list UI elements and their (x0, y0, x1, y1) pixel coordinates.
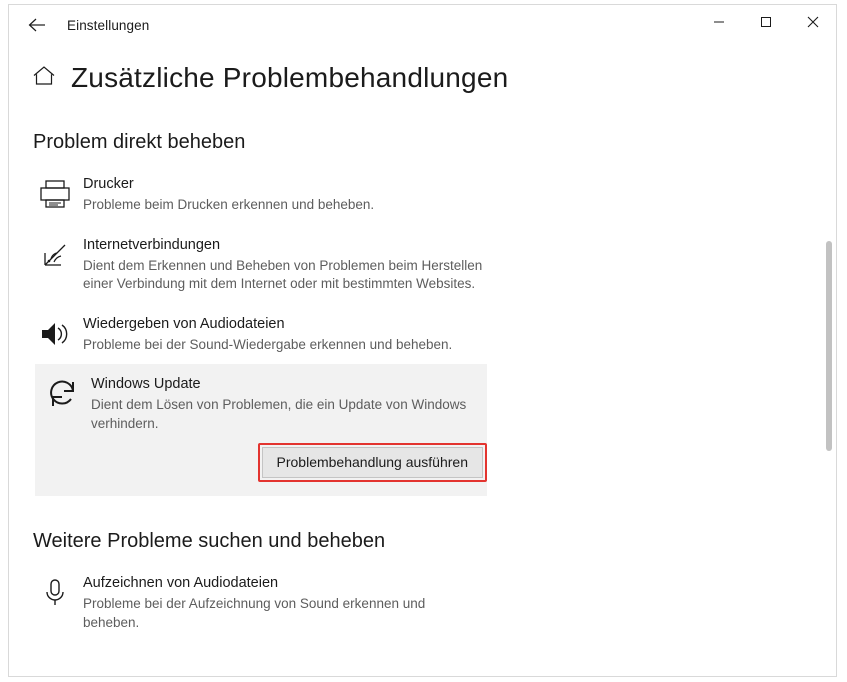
troubleshooter-name: Internetverbindungen (83, 236, 221, 253)
microphone-icon (35, 573, 75, 613)
troubleshooter-text (83, 174, 374, 215)
troubleshooter-desc: Probleme beim Drucken erkennen und beheben. (83, 197, 375, 212)
scrollbar-thumb[interactable] (826, 241, 832, 451)
troubleshooter-text (91, 374, 473, 433)
home-icon (31, 64, 57, 93)
minimize-icon (713, 16, 725, 28)
section-title-fix-now: Problem direkt beheben (33, 131, 246, 153)
page-header (9, 45, 836, 103)
back-arrow-icon (27, 17, 47, 33)
troubleshooter-item-audio-playback[interactable] (27, 304, 500, 365)
troubleshooter-name: Drucker (83, 176, 134, 192)
troubleshooter-desc: Probleme bei der Aufzeichnung von Sound erkennen und beheben. (83, 596, 426, 630)
troubleshooter-item-printer[interactable] (27, 164, 500, 225)
troubleshooter-desc: Dient dem Lösen von Problemen, die ein Update von Windows verhindern. (91, 397, 467, 431)
troubleshooter-desc: Probleme bei der Sound-Wiedergabe erkennen und beheben. (83, 336, 453, 352)
wifi-icon (35, 235, 75, 275)
vertical-scrollbar[interactable] (826, 231, 832, 677)
home-button[interactable] (27, 61, 61, 95)
minimize-button[interactable] (695, 5, 742, 39)
settings-window (8, 4, 837, 677)
section-title-find-other: Weitere Probleme suchen und beheben (33, 530, 386, 552)
troubleshooter-row[interactable] (35, 364, 483, 443)
troubleshooter-text (83, 573, 483, 632)
troubleshooter-name: Wiedergeben von Audiodateien (83, 315, 285, 332)
update-refresh-icon (43, 374, 83, 414)
troubleshooter-name: Aufzeichnen von Audiodateien (83, 575, 279, 591)
highlight-box (258, 443, 487, 482)
troubleshooter-text (83, 235, 483, 294)
troubleshooter-item-windows-update[interactable] (35, 364, 487, 496)
troubleshooter-item-internet[interactable] (27, 225, 500, 304)
speaker-icon (35, 314, 75, 354)
maximize-icon (760, 16, 772, 28)
page-title: Zusätzliche Problembehandlungen (71, 62, 509, 93)
troubleshooter-text (83, 314, 452, 355)
run-troubleshooter-button[interactable]: Problembehandlung ausführen (262, 447, 483, 478)
maximize-button[interactable] (742, 5, 789, 39)
back-button[interactable] (15, 7, 59, 43)
content-area (9, 131, 836, 677)
troubleshooter-item-audio-recording[interactable] (27, 563, 500, 642)
close-icon (807, 16, 819, 28)
troubleshooter-name: Windows Update (91, 376, 201, 392)
close-button[interactable] (789, 5, 836, 39)
title-bar (9, 5, 836, 45)
caption-buttons (695, 5, 836, 39)
action-row (35, 443, 487, 482)
printer-icon (35, 174, 75, 214)
troubleshooter-desc: Dient dem Erkennen und Beheben von Problemen beim Herstellen einer Verbindung mit dem Internet oder mit bestimmten Websites. (83, 257, 483, 291)
window-title: Einstellungen (67, 17, 150, 33)
